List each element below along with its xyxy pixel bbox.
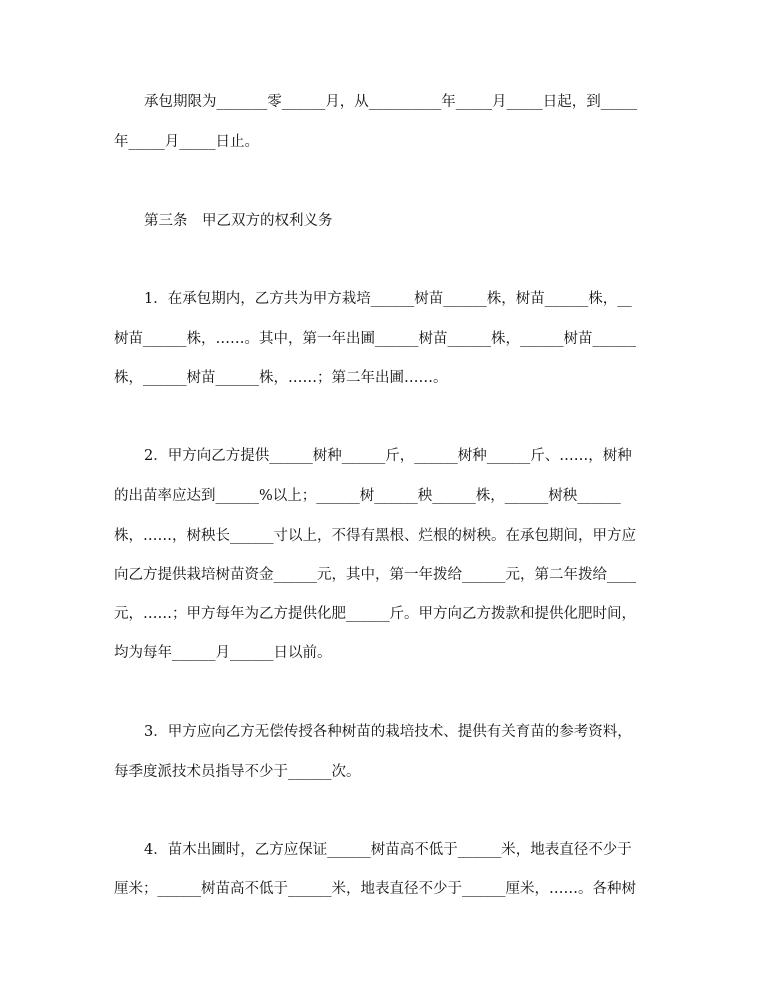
item3-line-1: 3．甲方应向乙方无偿传授各种树苗的栽培技术、提供有关育苗的参考资料， xyxy=(144,724,632,740)
item2-line-6: 均为每年______月______日以前。 xyxy=(114,645,332,661)
item4-line-2: 厘米；______树苗高不低于______米，地表直径不少于______厘米，……。各种树 xyxy=(114,881,636,897)
item2-line-4: 向乙方提供栽培树苗资金______元，其中，第一年拨给______元，第二年拨给____ xyxy=(114,567,636,583)
item1-line-1: 1．在承包期内，乙方共为甲方栽培______树苗______株，树苗______株，__ xyxy=(144,291,632,307)
term-line-2: 年_____月_____日止。 xyxy=(114,134,259,150)
item2-line-3: 株，……，树秧长______寸以上，不得有黑根、烂根的树秧。在承包期间，甲方应 xyxy=(114,528,636,544)
item3-line-2: 每季度派技术员指导不少于______次。 xyxy=(114,764,361,780)
item2-line-2: 的出苗率应达到______%以上；______树______秧______株，______树秧______ xyxy=(114,488,621,504)
item2-line-5: 元，……；甲方每年为乙方提供化肥______斤。甲方向乙方拨款和提供化肥时间， xyxy=(114,606,636,622)
article3-heading: 第三条 甲乙双方的权利义务 xyxy=(144,213,333,229)
item4-line-1: 4．苗木出圃时，乙方应保证______树苗高不低于______米，地表直径不少于 xyxy=(144,842,632,858)
item1-line-2: 树苗______株，……。其中，第一年出圃______树苗______株，______树苗______ xyxy=(114,331,636,347)
item2-line-1: 2．甲方向乙方提供______树种______斤，______树种______斤、……，树种 xyxy=(144,448,632,464)
item1-line-3: 株，______树苗______株，……；第二年出圃……。 xyxy=(114,370,448,386)
term-line-1: 承包期限为_______零______月，从__________年_____月_____日起，到_____ xyxy=(144,94,637,110)
